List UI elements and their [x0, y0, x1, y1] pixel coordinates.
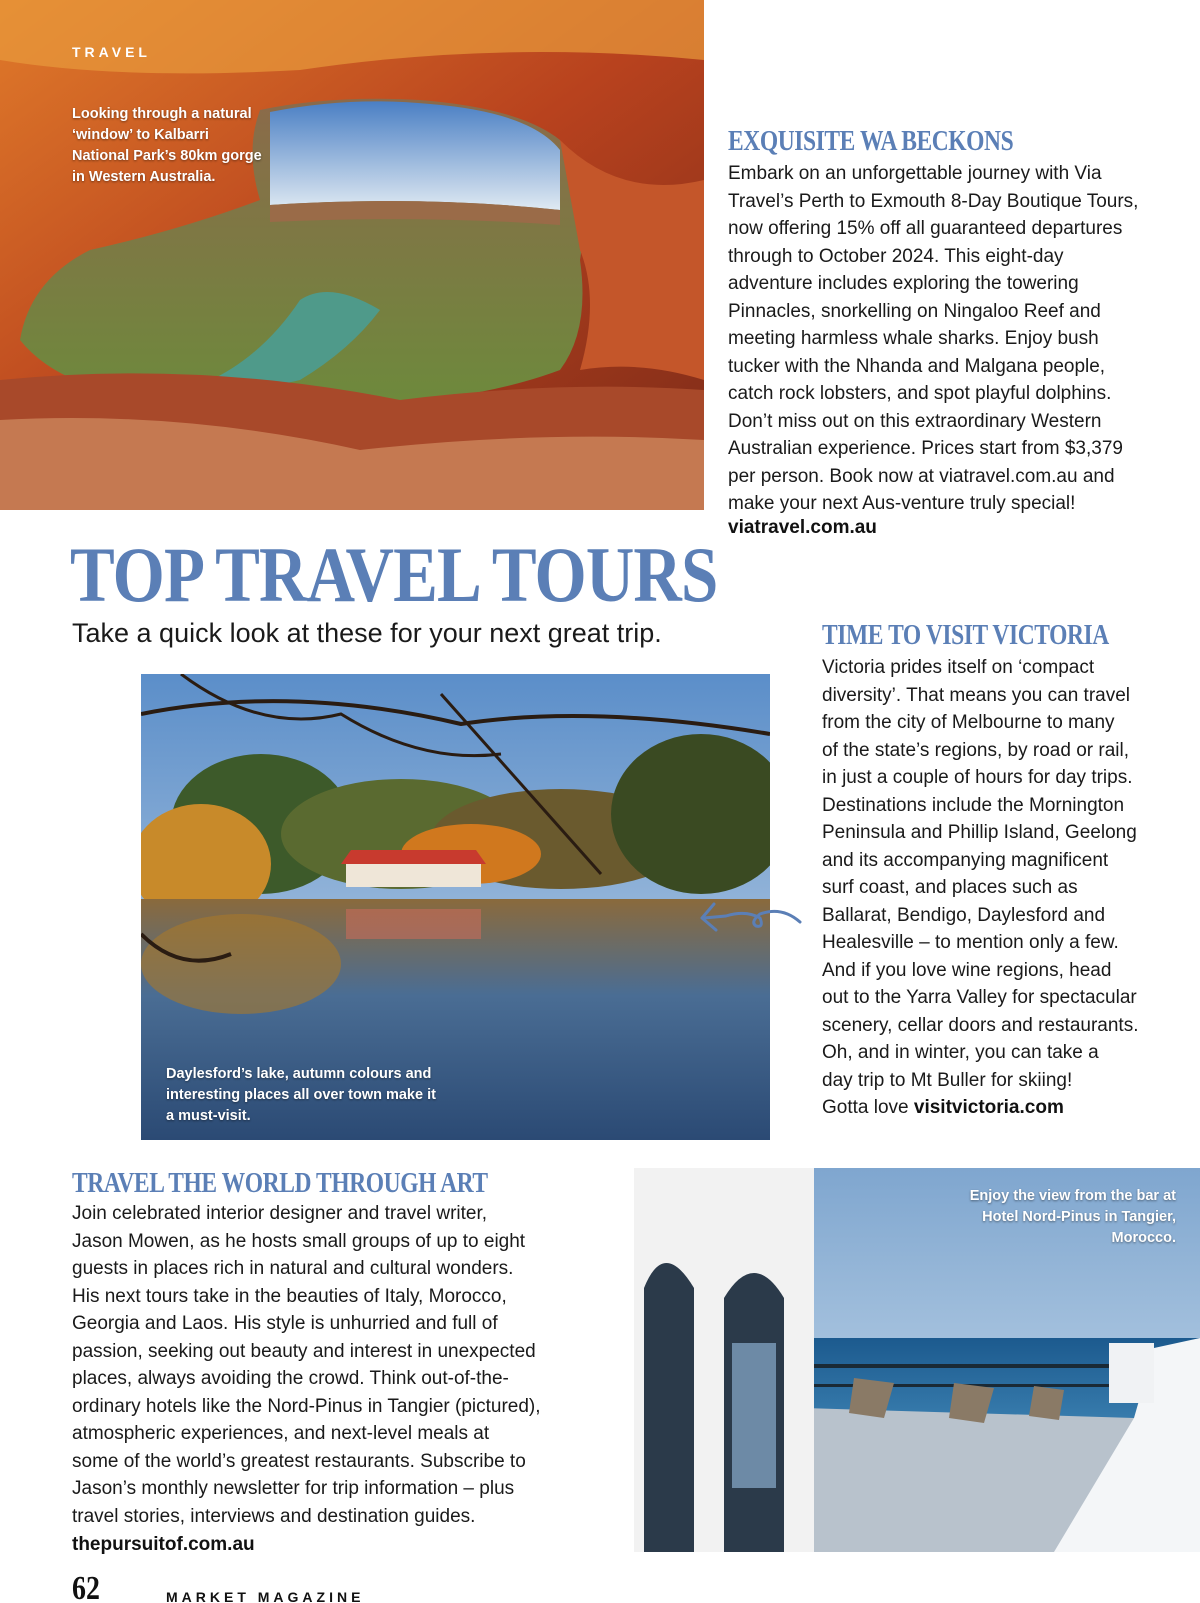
vic-article-tail: Gotta love — [822, 1097, 914, 1118]
wa-article-body: Embark on an unforgettable journey with Via Travel’s Perth to Exmouth 8-Day Boutique Tours, now offering 15% off all guaranteed departures through to October 2024. This eight-day adventure includes exploring the towering Pinnacles, snorkelling on Ningaloo Reef and meeting harmless whale sharks. Enjoy bush tucker with the Nhanda and Malgana people, catch rock lobsters, and spot playful dolphins. Don’t miss out on this extraordinary Western Australian experience. Prices start from $3,379 per person. Book now at viatravel.com.au and make your next Aus-venture truly special! — [728, 163, 1139, 514]
section-tag: TRAVEL — [72, 44, 151, 60]
vic-article-heading: TIME TO VISIT VICTORIA — [822, 620, 1109, 651]
kalbarri-caption: Looking through a natural ‘window’ to Kalbarri National Park’s 80km gorge in Western Australia. — [72, 106, 262, 185]
art-article-body: Join celebrated interior designer and travel writer, Jason Mowen, as he hosts small groups of up to eight guests in places rich in natural and cultural wonders. His next tours take in the beauties of Italy, Morocco, Georgia and Laos. His style is unhurried and full of passion, seeking out beauty and interest in unexpected places, always avoiding the crowd. Think out-of-the- ordinary hotels like the Nord-Pinus in Tangier (pictured), atmospheric experiences, and next-level meals at some of the world’s greatest restaurants. Subscribe to Jason’s monthly newsletter for trip information – plus travel stories, interviews and destination guides. — [72, 1203, 541, 1527]
page-title: TOP TRAVEL TOURS — [70, 531, 718, 618]
vic-article-link[interactable]: visitvictoria.com — [913, 1097, 1064, 1118]
magazine-name: MARKET MAGAZINE — [166, 1589, 365, 1603]
page-subtitle: Take a quick look at these for your next great trip. — [72, 618, 662, 648]
wa-article-heading: EXQUISITE WA BECKONS — [728, 126, 1014, 157]
vic-article-text: Victoria prides itself on ‘compact diversity’. That means you can travel from the city of Melbourne to many of the state’s regions, by road or rail, in just a couple of hours for day trips. Destinations include the Mornington Peninsula and Phillip Island, Geelong and its accompanying magnificent surf coast, and places such as Ballarat, Bendigo, Daylesford and Healesville – to mention only a few. And if you love wine regions, head out to the Yarra Valley for spectacular scenery, cellar doors and restaurants. Oh, and in winter, you can take a day trip to Mt Buller for skiing! — [822, 657, 1139, 1091]
tangier-caption: Enjoy the view from the bar at Hotel Nord-Pinus in Tangier, Morocco. — [969, 1188, 1176, 1246]
daylesford-caption: Daylesford’s lake, autumn colours and interesting places all over town make it a must-visit. — [166, 1066, 436, 1124]
wa-article-link[interactable]: viatravel.com.au — [728, 517, 877, 538]
art-article-heading: TRAVEL THE WORLD THROUGH ART — [72, 1168, 488, 1199]
kalbarri-photo — [0, 0, 704, 510]
vic-article-body — [822, 654, 1194, 1122]
art-article-link[interactable]: thepursuitof.com.au — [72, 1534, 255, 1555]
curly-arrow-left-icon — [696, 896, 806, 936]
page-number: 62 — [72, 1570, 100, 1603]
